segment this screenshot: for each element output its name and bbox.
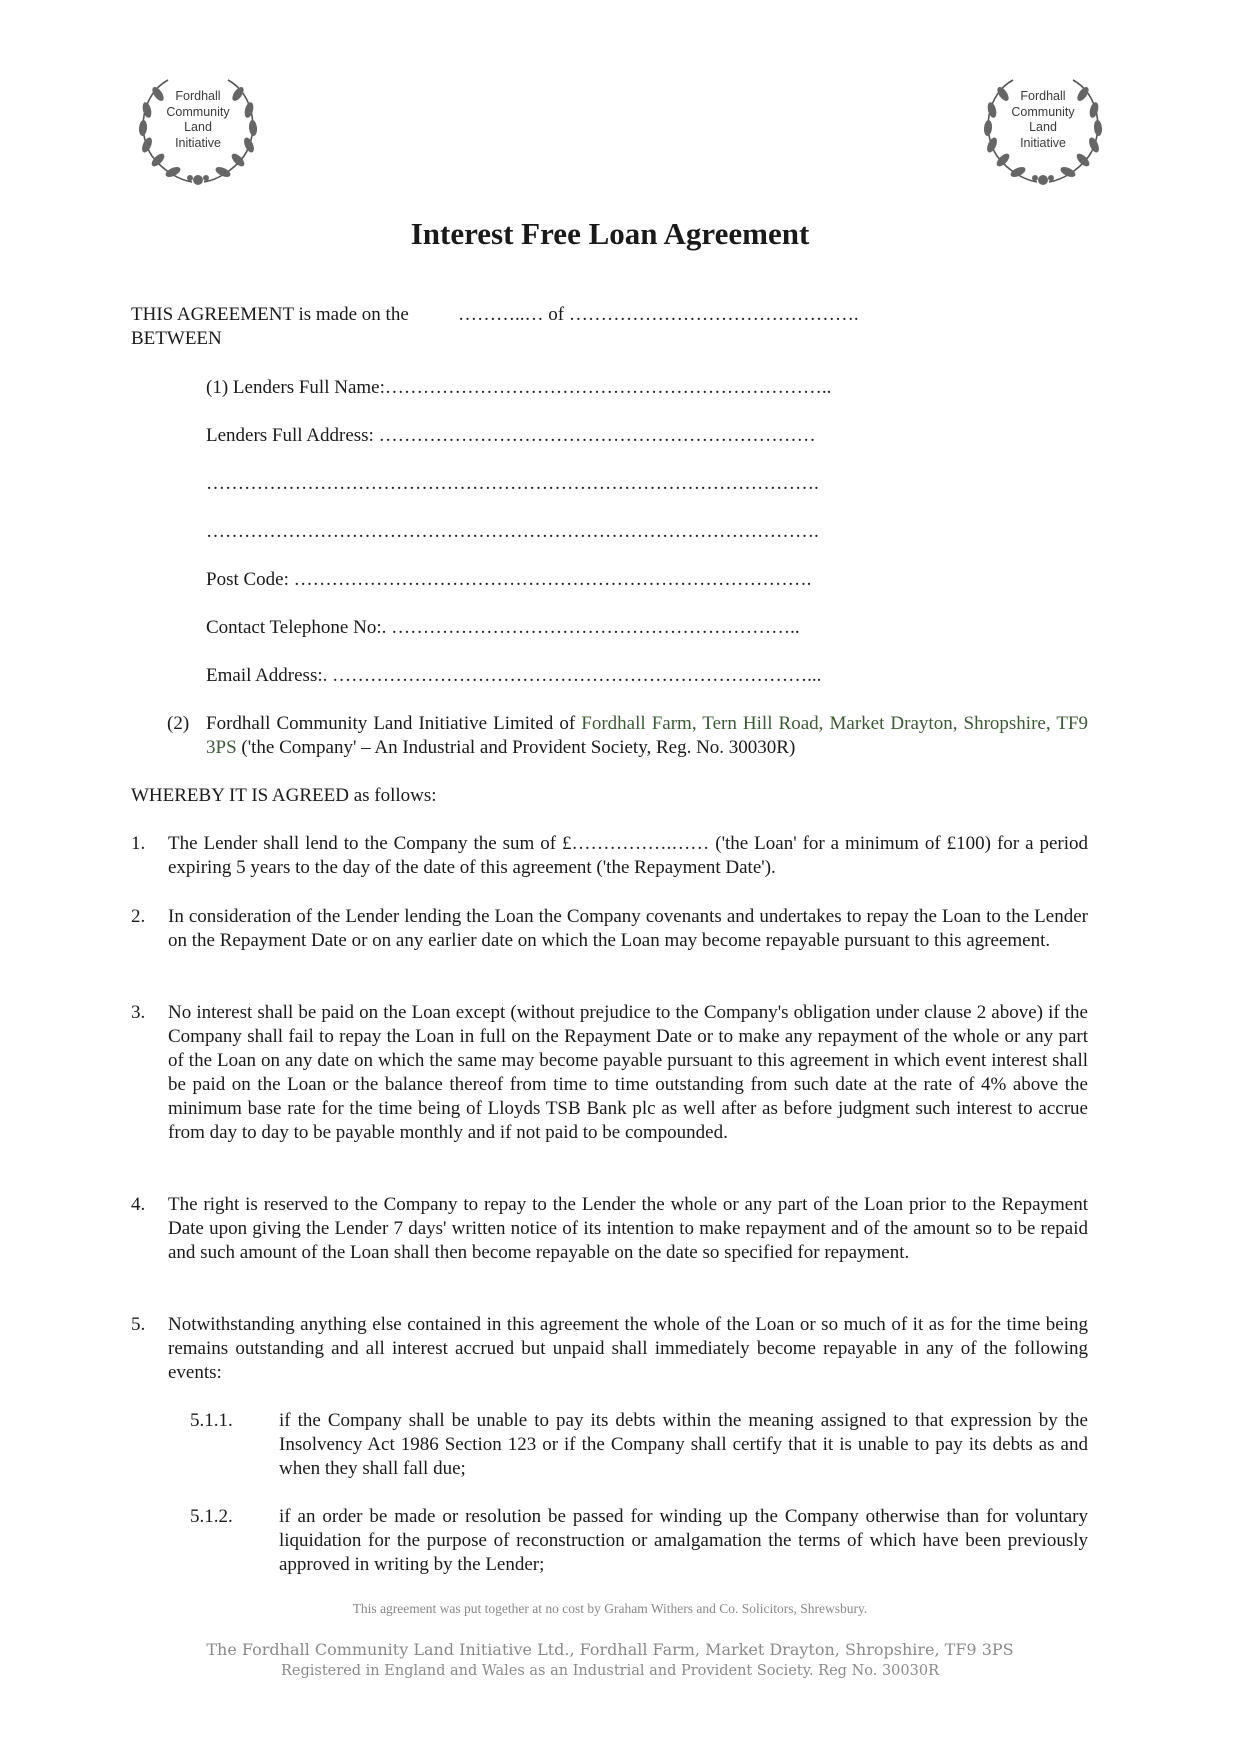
logo-line: Fordhall [1020, 89, 1066, 103]
subclause-text: if an order be made or resolution be passed for winding up the Company otherwise than for voluntary liquidation for the purpose of reconstruction or amalgamation the terms of which have been previously approved in writing by the Lender; [279, 1506, 1088, 1575]
lender-address-blank: ……………………………………………………………………………………. [206, 473, 819, 494]
clause-text: The Lender shall lend to the Company the sum of £…………….…… ('the Loan' for a minimum of £100) for a period expiring 5 years to the day of the date of this agreement ('the Repayment Date'). [168, 833, 1088, 878]
logo-right [973, 72, 1113, 190]
clause-text: The right is reserved to the Company to repay to the Lender the whole or any part of the Loan prior to the Repayment Date upon giving the Lender 7 days' written notice of its intention to make repayment and of the amount so to be repaid and such amount of the Loan shall then become repayable on the date so specified for repayment. [168, 1194, 1088, 1263]
lender-address-line: Lenders Full Address: …………………………………………………………… [206, 425, 816, 446]
subclause-number: 5.1.1. [190, 1410, 233, 1431]
logo-text [973, 89, 1113, 151]
footer-registration: Registered in England and Wales as an Industrial and Provident Society. Reg No. 30030R [281, 1663, 939, 1679]
lender-name-line: (1) Lenders Full Name:…………………………………………………………….. [206, 377, 832, 398]
clause-number: 2. [131, 906, 146, 927]
document-title: Interest Free Loan Agreement [410, 216, 810, 251]
lender-address-blank: ……………………………………………………………………………………. [206, 521, 819, 542]
logo-line: Community [166, 104, 230, 119]
lender-email-line: Email Address:. …………………………………………………………………... [206, 665, 822, 686]
subclause-number: 5.1.2. [190, 1506, 233, 1527]
clause-text: No interest shall be paid on the Loan except (without prejudice to the Company's obligation under clause 2 above) if the Company shall fail to repay the Loan in full on the Repayment Date or to make any repayment of the whole or any part of the Loan on any date on which the same may become payable pursuant to this agreement in which event interest shall be paid on the Loan or the balance thereof from time to time outstanding from such date at the rate of 4% above the minimum base rate for the time being of Lloyds TSB Bank plc as well after as before judgment such interest to accrue from day to day to be payable monthly and if not paid to be compounded. [168, 1002, 1088, 1143]
clause-number: 1. [131, 833, 146, 854]
intro-made-on: THIS AGREEMENT is made on the [131, 304, 409, 325]
lender-telephone-line: Contact Telephone No:. ……………………………………………………….. [206, 617, 800, 638]
logo-line: Fordhall [175, 89, 221, 103]
clause-number: 3. [131, 1002, 146, 1023]
party2-suffix: ('the Company' – An Industrial and Provident Society, Reg. No. 30030R) [236, 737, 796, 758]
footer-address: The Fordhall Community Land Initiative Ltd., Fordhall Farm, Market Drayton, Shropshire, TF9 3PS [206, 1640, 1014, 1659]
logo-line: Initiative [1020, 135, 1066, 150]
intro-between: BETWEEN [131, 328, 222, 349]
intro-date-blank: ………..… of ………………………………………. [458, 304, 859, 325]
clause-number: 5. [131, 1314, 146, 1335]
whereby-heading: WHEREBY IT IS AGREED as follows: [131, 785, 437, 806]
clause-number: 4. [131, 1194, 146, 1215]
logo-line: Land [1029, 120, 1057, 134]
logo-text [128, 89, 268, 151]
logo-line: Initiative [175, 135, 221, 150]
logo-line: Community [1011, 104, 1075, 119]
lender-postcode-line: Post Code: ………………………………………………………………………. [206, 569, 812, 590]
footer-note: This agreement was put together at no cost by Graham Withers and Co. Solicitors, Shrewsbury. [352, 1601, 868, 1616]
party2-company: Fordhall Community Land Initiative Limited of [206, 713, 582, 734]
clause-text: In consideration of the Lender lending the Loan the Company covenants and undertakes to repay the Loan to the Lender on the Repayment Date or on any earlier date on which the Loan may become repayable pursuant to this agreement. [168, 906, 1088, 951]
party2-text [206, 712, 1088, 760]
logo-line: Land [184, 120, 212, 134]
party2-address: Fordhall Farm, Tern Hill Road, Market Drayton, Shropshire, TF9 3PS [206, 713, 1088, 758]
party2-number: (2) [167, 713, 190, 734]
logo-left [128, 72, 268, 190]
subclause-text: if the Company shall be unable to pay its debts within the meaning assigned to that expression by the Insolvency Act 1986 Section 123 or if the Company shall certify that it is unable to pay its debts as and when they shall fall due; [279, 1410, 1088, 1479]
clause-text: Notwithstanding anything else contained in this agreement the whole of the Loan or so much of it as for the time being remains outstanding and all interest accrued but unpaid shall immediately become repayable in any of the following events: [168, 1314, 1088, 1383]
